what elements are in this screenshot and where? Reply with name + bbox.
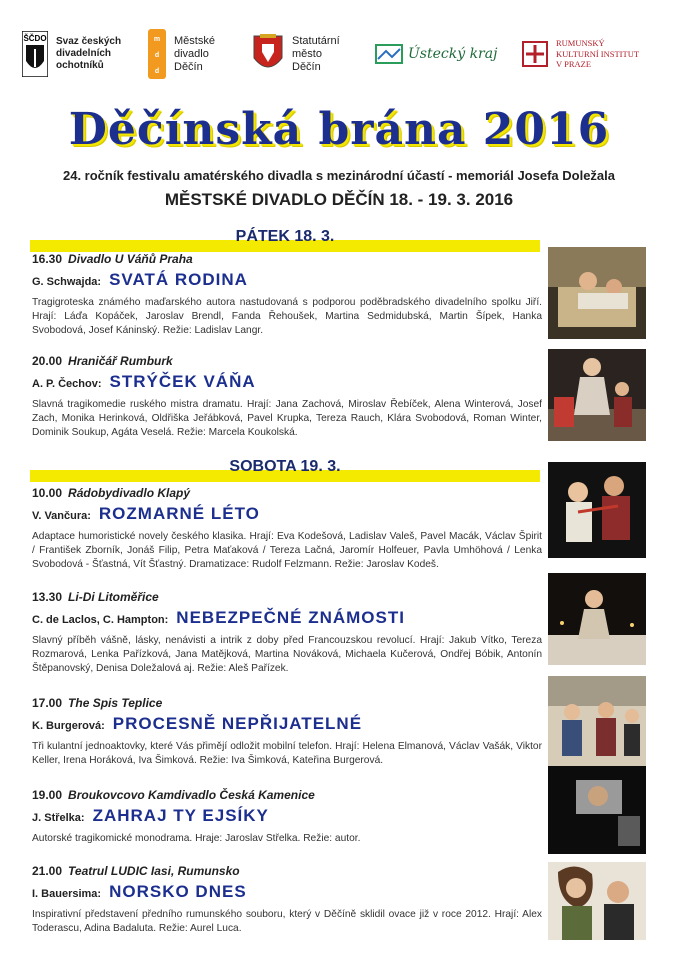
play-title: ROZMARNÉ LÉTO	[98, 504, 260, 523]
event-time-group: 19.00 Broukovcovo Kamdivadlo Česká Kamenice	[32, 788, 315, 802]
event-5-photo	[548, 676, 646, 766]
city-logo	[252, 26, 362, 82]
day-header-friday	[30, 228, 540, 252]
event-description: Slavná tragikomedie ruského mistra dramatu. Hrají: Jana Zachová, Miroslav Řebíček, Alena Winterová, Josef Zach, Monika Herinková, Oldřiška Jeřábková, Pavel Krupka, Tereza Rauch, Klára Svobodová, Roman Winter, Dominik Soukup, Agáta Veselá. Režie: Marcela Koukolská.	[32, 399, 542, 438]
festival-title: Děčínská brána 2016	[68, 104, 610, 155]
event-2-photo	[548, 349, 646, 441]
city-coat-of-arms-icon	[252, 32, 284, 76]
kraj-logo-text: Ústecký kraj	[408, 46, 498, 62]
scdo-logo-text: Svaz českých divadelních ochotníků	[56, 36, 122, 71]
event-title-line: C. de Laclos, C. Hampton: NEBEZPEČNÉ ZNÁMOSTI	[32, 608, 405, 627]
event-2	[32, 354, 542, 440]
event-4	[32, 590, 542, 676]
event-time-group: 16.30 Divadlo U Váňů Praha	[32, 252, 193, 266]
rumunsky-logo	[520, 26, 670, 82]
event-time-group: 21.00 Teatrul LUDIC Iasi, Rumunsko	[32, 864, 240, 878]
event-title-line: A. P. Čechov: STRÝČEK VÁŇA	[32, 372, 256, 391]
day-label: SOBOTA 19. 3.	[229, 458, 341, 475]
scdo-logo	[22, 26, 132, 82]
play-title: NORSKO DNES	[109, 882, 247, 901]
venue-dates: MĚSTSKÉ DIVADLO DĚČÍN 18. - 19. 3. 2016	[164, 190, 514, 209]
event-title-line: V. Vančura: ROZMARNÉ LÉTO	[32, 504, 260, 523]
event-1	[32, 252, 542, 338]
event-description: Inspirativní představení předního rumunského souboru, který v Děčíně sklidil ovace již v roce 2012. Hrají: Alex Toderascu, Adina Badaluta. Režie: Aurel Luca.	[32, 909, 542, 934]
svg-text:m: m	[153, 36, 161, 43]
event-1-photo	[548, 247, 646, 339]
event-description: Tragigroteska známého maďarského autora nastudovaná s podporou poděbradského divadelního spolku Jiří. Hrají: Láďa Kopáček, Jaroslav Brendl, Fanda Řehoušek, Martina Sedmidubská, Martin Šípek, Hanka Svobodová, Josef Káninský. Režie: Ladislav Langr.	[32, 297, 542, 336]
event-6	[32, 788, 542, 846]
mdd-emblem-icon	[148, 29, 166, 79]
day-label: PÁTEK 18. 3.	[235, 228, 335, 245]
event-time-group: 10.00 Rádobydivadlo Klapý	[32, 486, 191, 500]
event-time-group: 13.30 Li-Di Litoměřice	[32, 590, 159, 604]
kraj-emblem-icon	[374, 39, 404, 69]
event-3	[32, 486, 542, 572]
event-description: Tři kulantní jednoaktovky, které Vás přimějí odložit mobilní telefon. Hrají: Helena Elmanová, Václav Vašák, Viktor Keller, Irena Horáková, Iva Šimková. Režie: Iva Šimková, Kateřina Burgerová.	[32, 741, 542, 766]
event-time-group: 20.00 Hraničář Rumburk	[32, 354, 173, 368]
event-6-photo	[548, 766, 646, 854]
event-4-photo	[548, 573, 646, 665]
play-title: SVATÁ RODINA	[109, 270, 248, 289]
kraj-logo	[374, 26, 504, 82]
event-title-line: J. Střelka: ZAHRAJ TY EJSÍKY	[32, 806, 269, 825]
logo-bar	[22, 26, 662, 82]
mdd-logo-text: Městské divadlo Děčín	[174, 34, 215, 73]
mdd-logo	[148, 26, 258, 82]
city-logo-text: Statutární město Děčín	[292, 34, 340, 73]
festival-subtitle: 24. ročník festivalu amatérského divadla s mezinárodní účastí - memoriál Josefa Doležala	[63, 168, 615, 183]
event-description: Slavný příběh vášně, lásky, nenávisti a intrik z doby před Francouzskou revolucí. Hrají: Jakub Vítko, Tereza Rozmarová, Lenka Pařízková, Jana Matějková, Martina Nováková, Michaela Kučerová, Ondřej Bóbik, Antonín Štěpanovský, Denisa Doležalová aj. Režie: Aleš Pařízek.	[32, 635, 542, 674]
scdo-mark-text: ŠČDO	[23, 34, 47, 43]
event-description: Adaptace humoristické novely českého klasika. Hrají: Eva Kodešová, Ladislav Valeš, Pavel Macák, Václav Špirit / František Zborník, Jonáš Filip, Petra Maťaková / Tereza Lačná, Jaromír Holfeuer, Pavla Umhöhová / Lenka Svobodová - Šťastná, Vít Šťastný. Dramatizace: Rudolf Felzmann. Režie: Jaroslav Kodeš.	[32, 531, 542, 570]
day-header-saturday	[30, 458, 540, 482]
play-title: NEBEZPEČNÉ ZNÁMOSTI	[176, 608, 405, 627]
svg-text:d: d	[154, 52, 160, 59]
rumunsky-logo-text: RUMUNSKÝ KULTURNÍ INSTITUT V PRAZE	[556, 38, 640, 70]
event-7-photo	[548, 862, 646, 940]
event-title-line: K. Burgerová: PROCESNĚ NEPŘIJATELNÉ	[32, 714, 363, 733]
event-description: Autorské tragikomické monodrama. Hraje: Jaroslav Střelka. Režie: autor.	[32, 833, 361, 844]
play-title: ZAHRAJ TY EJSÍKY	[92, 806, 269, 825]
event-time-group: 17.00 The Spis Teplice	[32, 696, 163, 710]
rumunsky-cross-icon	[520, 39, 550, 69]
play-title: STRÝČEK VÁŇA	[109, 372, 256, 391]
svg-text:d: d	[154, 68, 160, 75]
event-5	[32, 696, 542, 768]
play-title: PROCESNĚ NEPŘIJATELNÉ	[112, 714, 363, 733]
event-7	[32, 864, 542, 936]
event-title-line: G. Schwajda: SVATÁ RODINA	[32, 270, 248, 289]
scdo-emblem-icon	[22, 31, 48, 77]
event-3-photo	[548, 462, 646, 558]
event-title-line: I. Bauersima: NORSKO DNES	[32, 882, 247, 901]
